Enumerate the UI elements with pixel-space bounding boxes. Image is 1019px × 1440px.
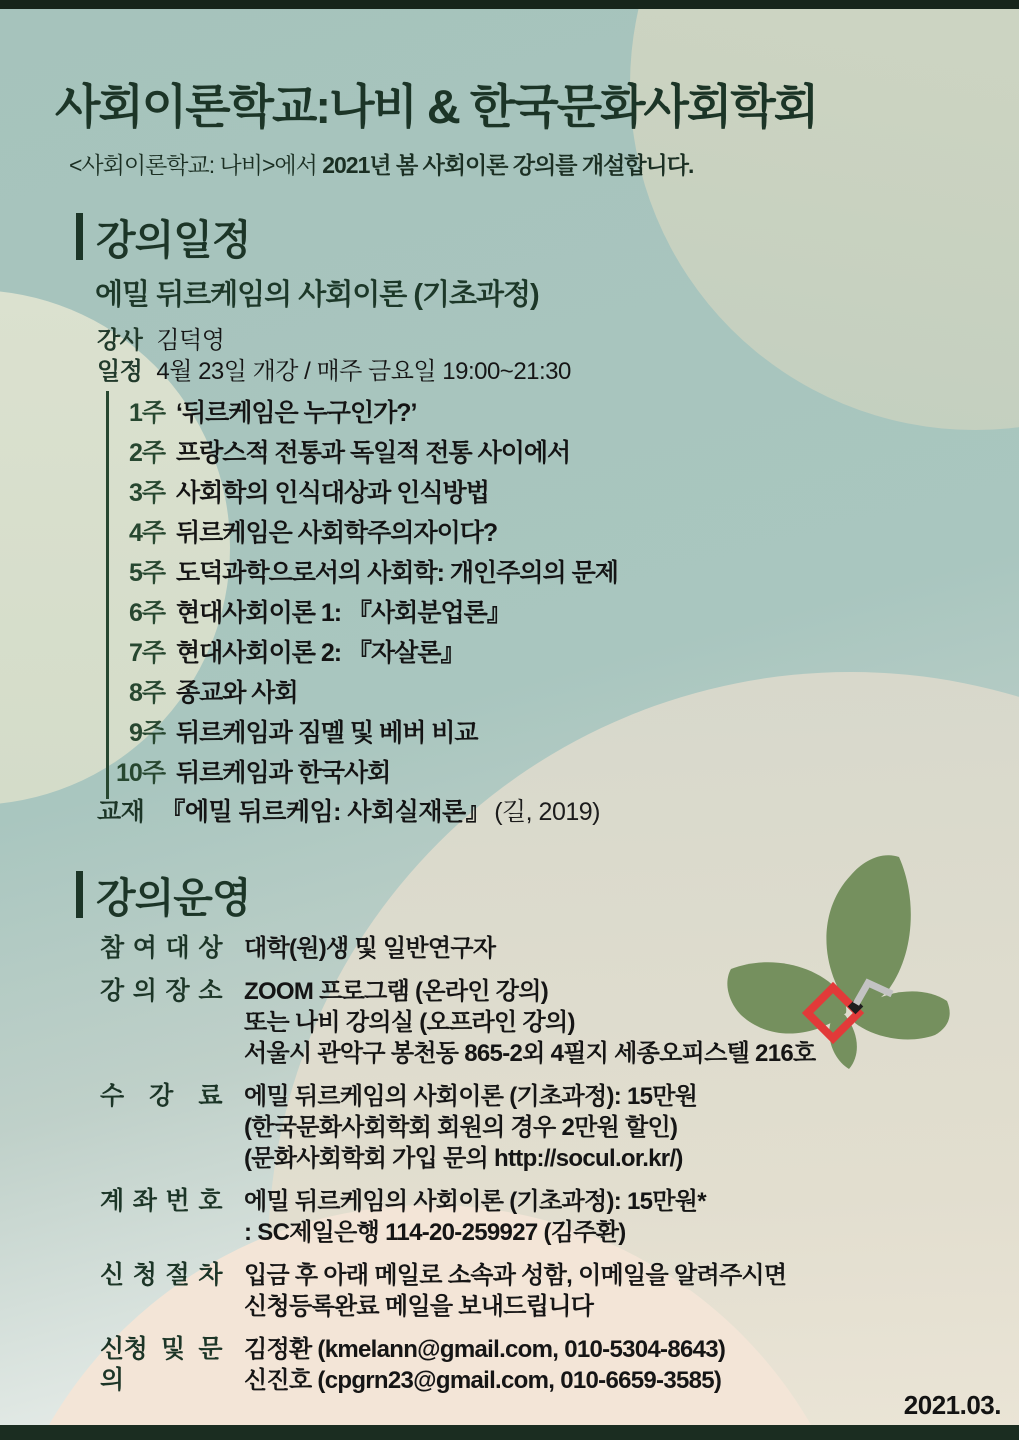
operation-label: 강 의 장 소 [100,977,222,1005]
section-accent-bar [76,871,83,918]
poster-subtitle [69,147,817,180]
operation-label: 수 강 료 [100,1082,222,1110]
operation-label: 신청 및 문의 [100,1335,222,1394]
operation-row [100,1186,940,1248]
week-row [109,753,618,793]
operation-value-line: 김정환 (kmelann@gmail.com, 010-5304-8643) [244,1336,726,1363]
operation-value-line: 또는 나비 강의실 (오프라인 강의) [244,1009,575,1036]
week-topic: ‘뒤르케임은 누구인가?’ [176,399,417,427]
course-title: 에밀 뒤르케임의 사회이론 (기초과정) [95,279,539,311]
operation-label: 계 좌 번 호 [100,1187,222,1215]
week-topic: 도덕과학으로서의 사회학: 개인주의의 문제 [176,559,618,587]
week-topic: 뒤르케임과 짐멜 및 베버 비교 [176,719,478,747]
week-row [109,593,618,633]
operation-value-line: 대학(원)생 및 일반연구자 [244,935,496,962]
section-schedule-title: 강의일정 [96,217,251,263]
operation-value-line: : SC제일은행 114-20-259927 (김주환) [244,1219,626,1246]
textbook-publisher: (길, 2019) [494,798,600,826]
week-topic: 뒤르케임과 한국사회 [176,759,391,787]
week-topic: 프랑스적 전통과 독일적 전통 사이에서 [176,439,571,467]
section-schedule-header [76,207,250,266]
operation-value-line: (문화사회학회 가입 문의 http://socul.or.kr/) [244,1145,683,1172]
week-list [106,391,618,799]
week-number: 10주 [116,759,165,787]
operation-label: 참 여 대 상 [100,934,222,962]
week-topic: 뒤르케임은 사회학주의자이다? [176,519,498,547]
textbook-label: 교재 [97,798,145,826]
operation-row [100,1334,940,1396]
week-topic: 사회학의 인식대상과 인식방법 [176,479,489,507]
time-value: 4월 23일 개강 / 매주 금요일 19:00~21:30 [156,358,571,385]
week-row [109,473,618,513]
operation-row [100,1081,940,1174]
operation-value-line: 입금 후 아래 메일로 소속과 성함, 이메일을 알려주시면 [244,1262,787,1289]
week-row [109,433,618,473]
operation-value-line: ZOOM 프로그램 (온라인 강의) [244,978,549,1005]
operation-value [244,933,495,964]
section-accent-bar [76,213,83,260]
operation-row [100,1260,940,1322]
subtitle-prefix: <사회이론학교: 나비>에서 [69,152,323,178]
instructor-label: 강사 [97,327,143,354]
week-number: 3주 [128,479,165,507]
instructor-value: 김덕영 [156,327,225,354]
operation-value-line: 에밀 뒤르케임의 사회이론 (기초과정): 15만원 [244,1083,698,1110]
operation-value-line: 에밀 뒤르케임의 사회이론 (기초과정): 15만원* [244,1188,706,1215]
week-number: 7주 [128,639,165,667]
week-number: 8주 [128,679,165,707]
operation-label: 신 청 절 차 [100,1261,222,1289]
operation-value [244,1260,786,1322]
week-number: 2주 [128,439,165,467]
week-topic: 현대사회이론 2: 『자살론』 [176,639,465,667]
subtitle-emphasis: 2021년 봄 사회이론 강의를 개설합니다. [322,152,694,178]
date-stamp: 2021.03. [903,1390,1001,1420]
time-row [97,351,571,386]
week-number: 1주 [128,399,165,427]
operation-value [244,1334,725,1396]
week-number: 9주 [128,719,165,747]
time-label: 일정 [97,358,143,385]
operation-value-line: (한국문화사회학회 회원의 경우 2만원 할인) [244,1114,678,1141]
week-topic: 종교와 사회 [176,679,298,707]
operation-value-line: 서울시 관악구 봉천동 865-2외 4필지 세종오피스텔 216호 [244,1040,816,1067]
week-number: 5주 [128,559,165,587]
week-topic: 현대사회이론 1: 『사회분업론』 [176,599,511,627]
week-row [109,393,618,433]
operation-value [244,1081,697,1174]
week-row [109,673,618,713]
textbook-title: 『에밀 뒤르케임: 사회실재론』 [160,798,491,826]
bottom-border-bar [0,1425,1019,1440]
week-row [109,513,618,553]
instructor-row [97,320,224,355]
poster-header [55,70,817,180]
nabi-butterfly-logo [703,843,961,1085]
operation-value-line: 신진호 (cpgrn23@gmail.com, 010-6659-3585) [244,1367,722,1394]
week-number: 6주 [128,599,165,627]
top-border-bar [0,0,1019,9]
textbook-row [97,792,600,828]
week-row [109,553,618,593]
section-operation-title: 강의운영 [96,875,251,921]
poster-title: 사회이론학교:나비 & 한국문화사회학회 [55,80,818,133]
section-operation-header [76,865,250,924]
week-row [109,713,618,753]
operation-value-line: 신청등록완료 메일을 보내드립니다 [244,1293,594,1320]
leaf-left [727,962,846,1033]
week-number: 4주 [128,519,165,547]
week-row [109,633,618,673]
operation-value [244,1186,706,1248]
